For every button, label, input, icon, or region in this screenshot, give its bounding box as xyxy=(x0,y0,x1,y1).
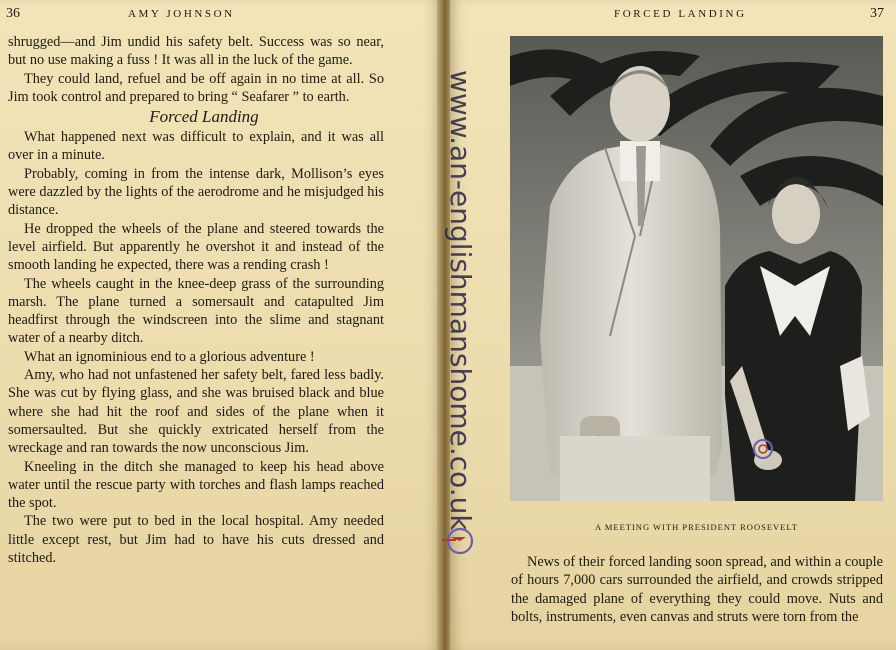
paragraph: Probably, coming in from the intense dark, Mollison’s eyes were dazzled by the lights of the aerodrome and he misjudged his distance. xyxy=(8,165,384,219)
paragraph: The two were put to bed in the local hospital. Amy needed little except rest, but Jim had to have his cuts dressed and stitched. xyxy=(8,513,384,567)
page-number-left: 36 xyxy=(6,6,20,21)
running-head-left: AMY JOHNSON xyxy=(128,8,235,20)
paragraph: shrugged—and Jim undid his safety belt. Success was so near, but no use making a fuss ! It was all in the luck of the game. xyxy=(8,34,384,69)
section-subheading: Forced Landing xyxy=(149,107,259,127)
watermark-text: www.an-englishmanshome.co.uk xyxy=(444,70,477,531)
watermark-logo-icon xyxy=(746,432,780,466)
photograph xyxy=(510,36,883,501)
right-body-text xyxy=(511,553,883,626)
photo-caption: A MEETING WITH PRESIDENT ROOSEVELT xyxy=(595,522,798,532)
paragraph: What an ignominious end to a glorious adventure ! xyxy=(24,348,315,365)
watermark-logo-icon xyxy=(440,523,476,559)
paragraph: They could land, refuel and be off again in no time at all. So Jim took control and prepared to bring “ Seafarer ” to earth. xyxy=(8,70,384,105)
watermark xyxy=(441,70,479,560)
paragraph: What happened next was difficult to explain, and it was all over in a minute. xyxy=(8,129,384,164)
left-body-text xyxy=(8,33,384,567)
right-page xyxy=(450,0,896,650)
paragraph: He dropped the wheels of the plane and steered towards the level airfield. But apparently he overshot it and instead of the smooth landing he expected, there was a rending crash ! xyxy=(8,220,384,274)
paragraph: Amy, who had not unfastened her safety belt, fared less badly. She was cut by flying glass, and she was bruised black and blue where she had hit the roof and sides of the plane when it somersaulted. But she quickly extricated herself from the wreckage and ran towards the now unconscious Jim. xyxy=(8,367,384,457)
paragraph: The wheels caught in the knee-deep grass of the surrounding marsh. The plane turned a somersault and catapulted Jim headfirst through the windscreen into the slime and stagnant water of a nearby ditch. xyxy=(8,275,384,347)
running-head-right: FORCED LANDING xyxy=(614,8,747,20)
page-number-right: 37 xyxy=(870,6,884,21)
paragraph: Kneeling in the ditch she managed to keep his head above water until the rescue party with torches and flash lamps reached the spot. xyxy=(8,458,384,512)
photo-illustration xyxy=(510,36,883,501)
paragraph: News of their forced landing soon spread, and within a couple of hours 7,000 cars surrounded the airfield, and crowds stripped the damaged plane of everything they could move. Nuts and bolts, instruments, even canvas and struts were torn from the xyxy=(511,554,883,625)
left-page xyxy=(0,0,440,650)
